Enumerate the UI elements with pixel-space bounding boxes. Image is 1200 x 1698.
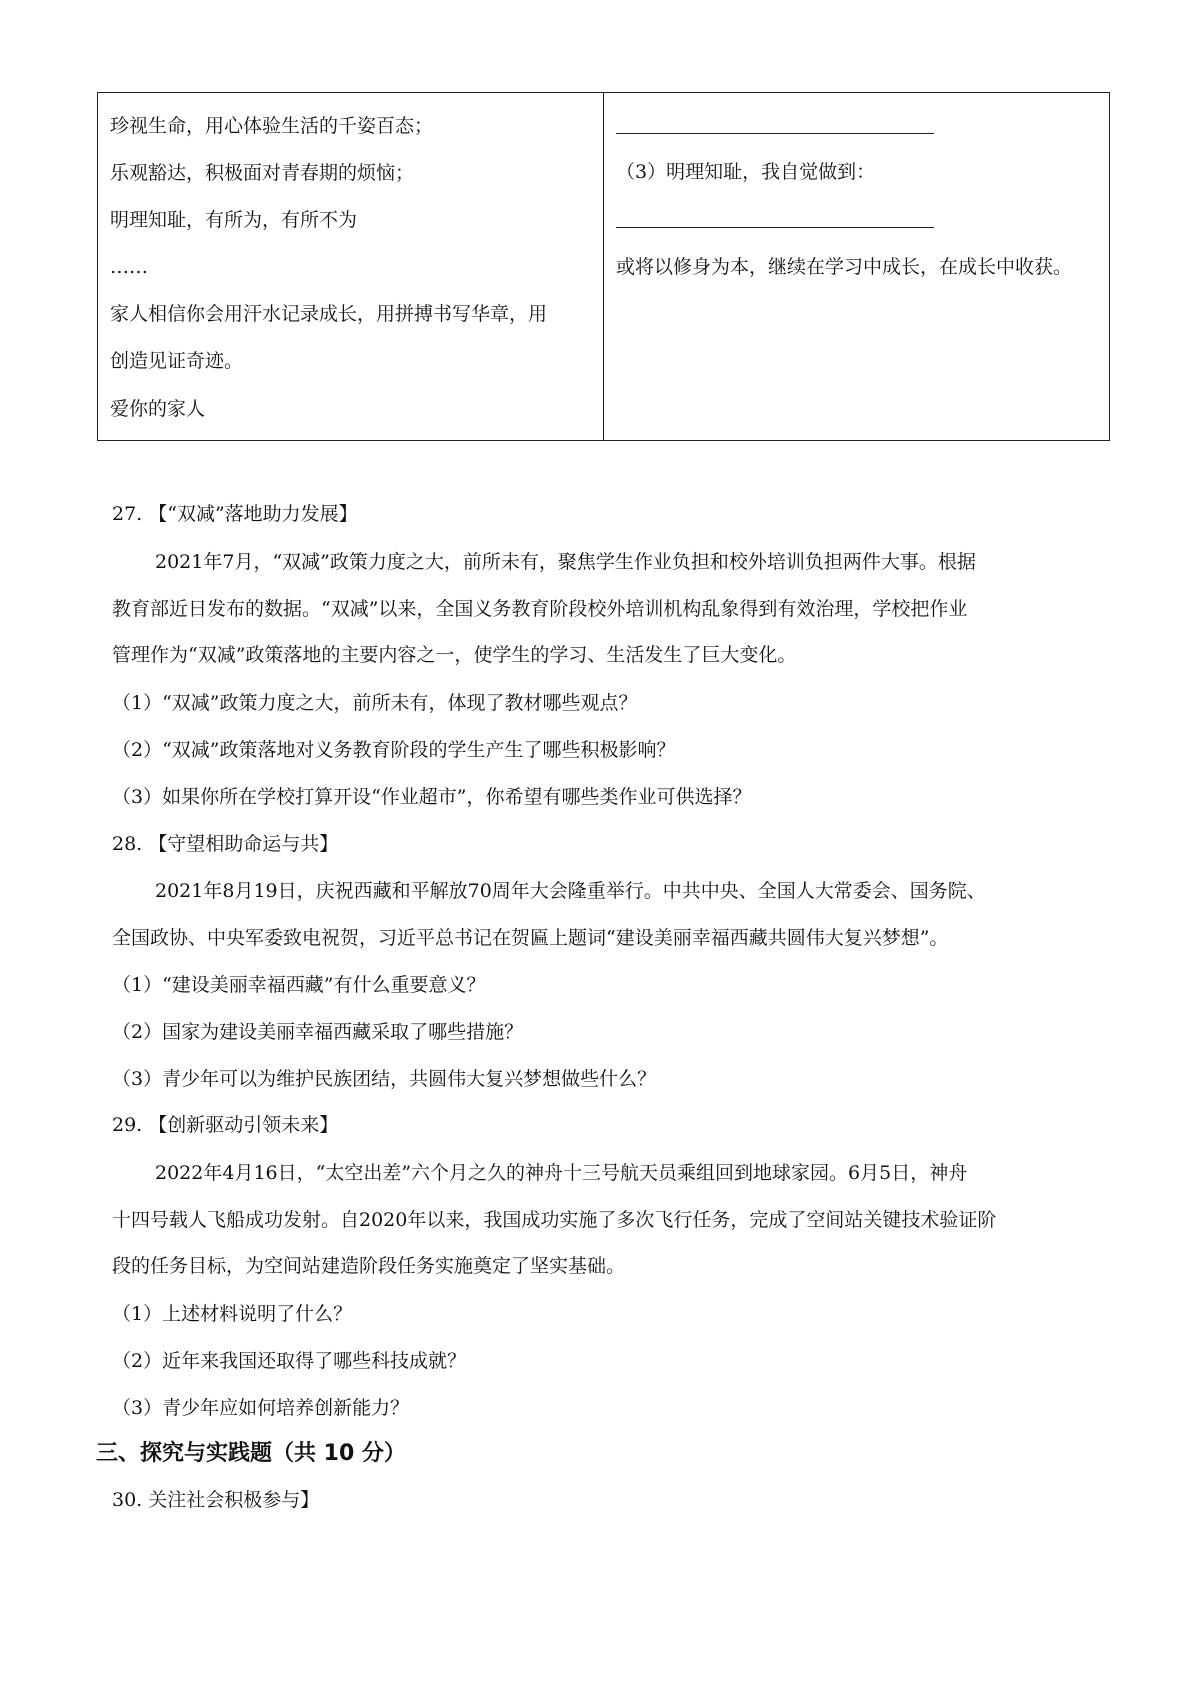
q30-title: 30. 关注社会积极参与】 [112,1489,320,1511]
q28-question: （1）“建设美丽幸福西藏”有什么重要意义？ [112,974,486,996]
table-divider [603,93,604,440]
table-left-cell [110,93,595,440]
q27-paragraph-line: 2021年7月，“双减”政策力度之大，前所未有，聚焦学生作业负担和校外培训负担两件大事。根据 [155,551,976,573]
q29-paragraph-line: 段的任务目标，为空间站建造阶段任务实施奠定了坚实基础。 [112,1255,626,1277]
table-right-cell [616,93,1101,440]
letter-line: 明理知耻，有所为，有所不为 [110,209,358,231]
letter-line: 乐观豁达，积极面对青春期的烦恼； [110,162,415,184]
prompt-line: （3）明理知耻，我自觉做到： [616,161,876,183]
q27-question: （2）“双减”政策落地对义务教育阶段的学生产生了哪些积极影响？ [112,739,676,761]
letter-line: 创造见证奇迹。 [110,350,244,372]
q29-question: （2）近年来我国还取得了哪些科技成就？ [112,1350,467,1372]
answer-blank-line[interactable] [616,227,934,228]
q27-question: （1）“双减”政策力度之大，前所未有，体现了教材哪些观点？ [112,692,638,714]
letter-line: 珍视生命，用心体验生活的千姿百态； [110,115,434,137]
letter-line: 家人相信你会用汗水记录成长，用拼搏书写华章，用 [110,303,548,325]
q28-title: 28. 【守望相助命运与共】 [112,833,339,855]
q28-question: （3）青少年可以为维护民族团结，共圆伟大复兴梦想做些什么？ [112,1068,657,1090]
q27-paragraph-line: 管理作为“双减”政策落地的主要内容之一，使学生的学习、生活发生了巨大变化。 [112,644,797,666]
letter-line: 爱你的家人 [110,398,206,420]
q27-question: （3）如果你所在学校打算开设“作业超市”，你希望有哪些类作业可供选择？ [112,786,752,808]
q29-question: （3）青少年应如何培养创新能力？ [112,1397,410,1419]
section-heading: 三、探究与实践题（共 10 分） [96,1441,406,1466]
q29-paragraph-line: 2022年4月16日，“太空出差”六个月之久的神舟十三号航天员乘组回到地球家园。6月5日，神舟 [155,1162,968,1184]
q28-question: （2）国家为建设美丽幸福西藏采取了哪些措施？ [112,1021,524,1043]
q28-paragraph-line: 全国政协、中央军委致电祝贺，习近平总书记在贺匾上题词“建设美丽幸福西藏共圆伟大复兴梦想”。 [112,927,949,949]
q29-paragraph-line: 十四号载人飞船成功发射。自2020年以来，我国成功实施了多次飞行任务，完成了空间站关键技术验证阶 [112,1209,997,1231]
letter-line: …… [110,256,148,278]
answer-blank-line[interactable] [616,133,934,134]
q27-title: 27. 【“双减”落地助力发展】 [112,503,358,525]
closing-line: 或将以修身为本，继续在学习中成长，在成长中收获。 [616,256,1073,278]
q27-paragraph-line: 教育部近日发布的数据。“双减”以来，全国义务教育阶段校外培训机构乱象得到有效治理，学校把作业 [112,598,968,620]
q29-title: 29. 【创新驱动引领未来】 [112,1114,339,1136]
letter-table [97,92,1110,441]
q29-question: （1）上述材料说明了什么？ [112,1303,353,1325]
q28-paragraph-line: 2021年8月19日，庆祝西藏和平解放70周年大会隆重举行。中共中央、全国人大常委会、国务院、 [155,880,986,902]
